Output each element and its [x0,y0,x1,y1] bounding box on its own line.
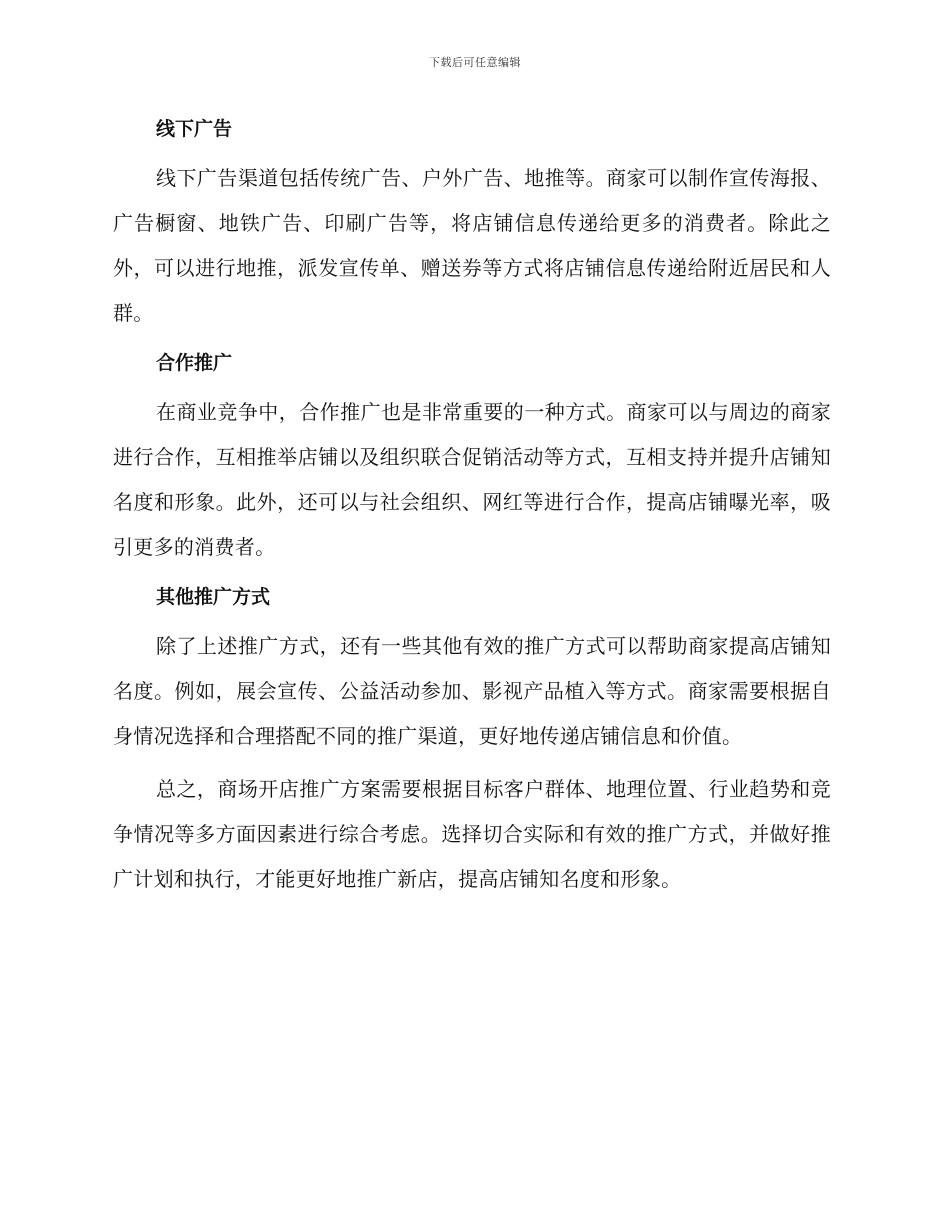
conclusion-paragraph: 总之，商场开店推广方案需要根据目标客户群体、地理位置、行业趋势和竞争情况等多方面因素进行综合考虑。选择切合实际和有效的推广方式，并做好推广计划和执行，才能更好地推广新店，提高店铺知名度和形象。 [113,777,831,891]
page-header-note: 下载后可任意编辑 [429,56,521,69]
section-heading-offline-ads: 线下广告 [156,118,233,140]
section-paragraph-other-promotion: 除了上述推广方式，还有一些其他有效的推广方式可以帮助商家提高店铺知名度。例如，展会宣传、公益活动参加、影视产品植入等方式。商家需要根据自身情况选择和合理搭配不同的推广渠道，更好地传递店铺信息和价值。 [113,634,831,748]
section-heading-cooperative-promotion: 合作推广 [156,352,233,374]
section-paragraph-cooperative-promotion: 在商业竞争中，合作推广也是非常重要的一种方式。商家可以与周边的商家进行合作，互相推举店铺以及组织联合促销活动等方式，互相支持并提升店铺知名度和形象。此外，还可以与社会组织、网红等进行合作，提高店铺曝光率，吸引更多的消费者。 [113,400,831,559]
section-heading-other-promotion: 其他推广方式 [156,586,271,608]
section-paragraph-offline-ads: 线下广告渠道包括传统广告、户外广告、地推等。商家可以制作宣传海报、广告橱窗、地铁广告、印刷广告等，将店铺信息传递给更多的消费者。除此之外，可以进行地推，派发宣传单、赠送券等方式将店铺信息传递给附近居民和人群。 [113,166,831,325]
document-body [113,110,831,902]
